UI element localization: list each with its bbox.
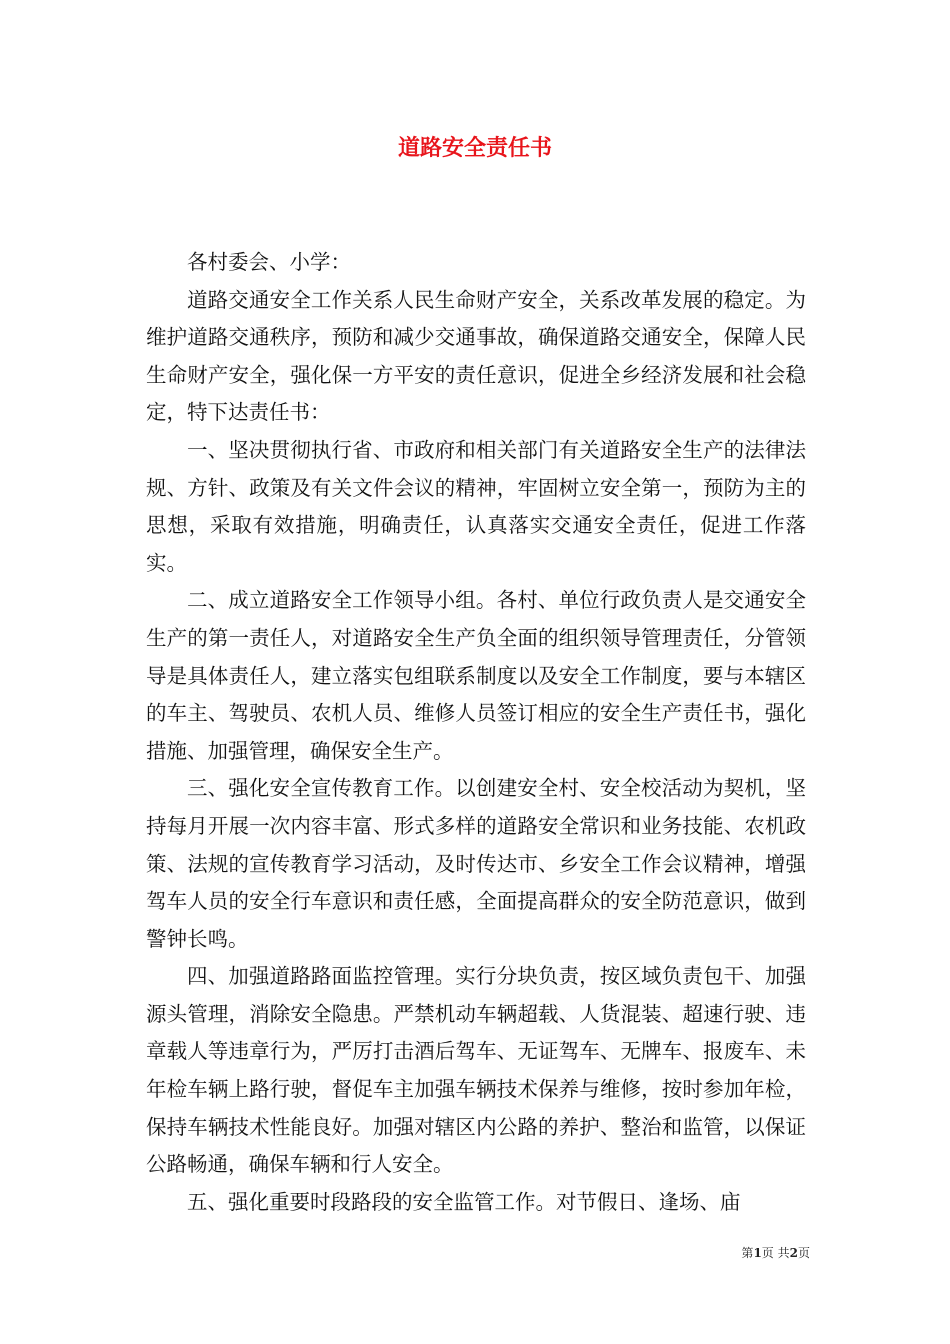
- salutation: 各村委会、小学：: [187, 250, 351, 274]
- total-pages-number: 2: [789, 1246, 798, 1260]
- paragraph-intro: 道路交通安全工作关系人民生命财产安全，关系改革发展的稳定。为维护道路交通秩序，预防和减少交通事故，确保道路交通安全，保障人民生命财产安全，强化保一方平安的责任意识，促进全乡经济发展和社会稳定，特下达责任书：: [146, 287, 806, 425]
- page-number-footer: [700, 1244, 810, 1261]
- paragraph-item-5: 五、强化重要时段路段的安全监管工作。对节假日、逢场、庙: [187, 1189, 741, 1214]
- document-body: [146, 244, 806, 1221]
- paragraph-item-1: 一、坚决贯彻执行省、市政府和相关部门有关道路安全生产的法律法规、方针、政策及有关文件会议的精神，牢固树立安全第一，预防为主的思想，采取有效措施，明确责任，认真落实交通安全责任，促进工作落实。: [146, 437, 806, 575]
- footer-prefix: 第: [741, 1246, 754, 1260]
- document-title: 道路安全责任书: [397, 135, 552, 161]
- paragraph-item-3: 三、强化安全宣传教育工作。以创建安全村、安全校活动为契机，坚持每月开展一次内容丰富、形式多样的道路安全常识和业务技能、农机政策、法规的宣传教育学习活动，及时传达市、乡安全工作会议精神，增强驾车人员的安全行车意识和责任感，全面提高群众的安全防范意识，做到警钟长鸣。: [146, 776, 806, 951]
- footer-suffix: 页: [797, 1246, 810, 1260]
- paragraph-item-2: 二、成立道路安全工作领导小组。各村、单位行政负责人是交通安全生产的第一责任人，对道路安全生产负全面的组织领导管理责任，分管领导是具体责任人，建立落实包组联系制度以及安全工作制度，要与本辖区的车主、驾驶员、农机人员、维修人员签订相应的安全生产责任书，强化措施、加强管理，确保安全生产。: [146, 588, 806, 763]
- paragraph-item-4: 四、加强道路路面监控管理。实行分块负责，按区域负责包干、加强源头管理，消除安全隐患。严禁机动车辆超载、人货混装、超速行驶、违章载人等违章行为，严厉打击酒后驾车、无证驾车、无牌车、报废车、未年检车辆上路行驶，督促车主加强车辆技术保养与维修，按时参加年检，保持车辆技术性能良好。加强对辖区内公路的养护、整治和监管，以保证公路畅通，确保车辆和行人安全。: [146, 964, 806, 1177]
- current-page-number: 1: [753, 1246, 762, 1260]
- footer-middle: 页 共: [761, 1246, 790, 1260]
